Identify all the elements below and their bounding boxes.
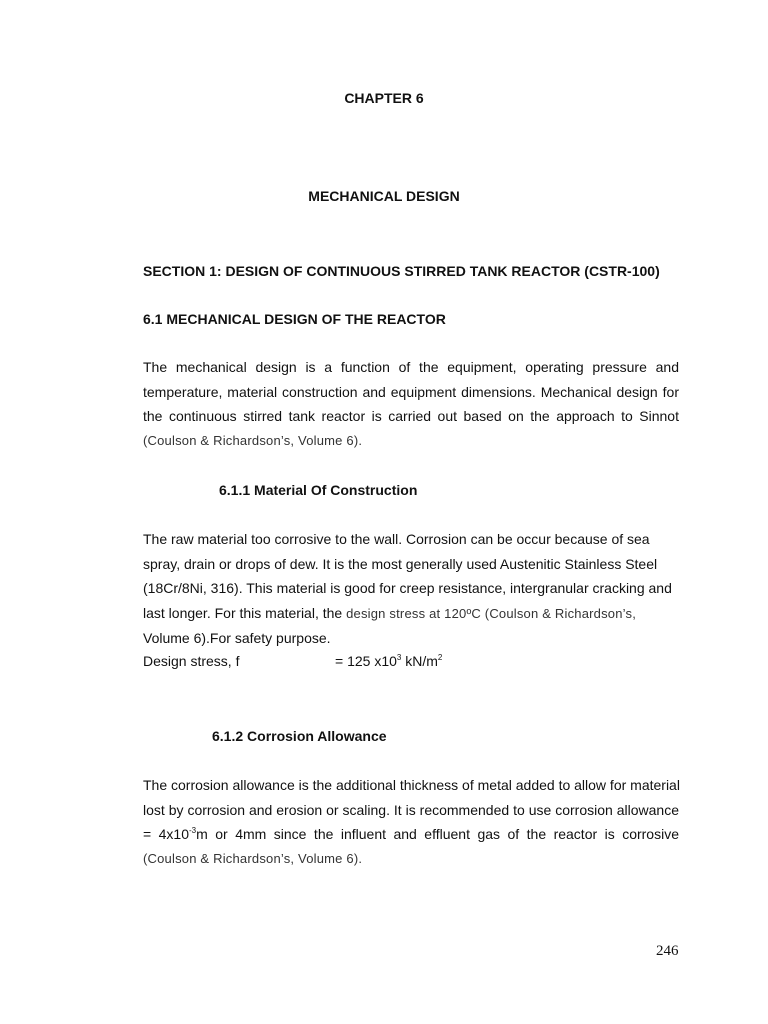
paragraph-line: The mechanical design is a function of the equipment, operating pressure and	[143, 359, 679, 375]
exponent: 3	[396, 653, 402, 662]
paragraph-line: the continuous stirred tank reactor is carried out based on the approach to Sinnot	[143, 408, 679, 424]
chapter-title: MECHANICAL DESIGN	[308, 188, 460, 204]
heading-6-1: 6.1 MECHANICAL DESIGN OF THE REACTOR	[143, 311, 446, 327]
paragraph-text: m or 4mm since the influent and effluent gas of the reactor is corrosive	[196, 826, 679, 842]
equation-unit: kN/m	[401, 653, 438, 669]
heading-6-1-1: 6.1.1 Material Of Construction	[219, 482, 418, 498]
paragraph-material-of-construction	[143, 527, 679, 651]
paragraph-text: = 4x10	[143, 826, 190, 842]
page-number: 246	[656, 943, 679, 959]
paragraph-mechanical-design	[143, 355, 679, 453]
paragraph-line: lost by corrosion and erosion or scaling. It is recommended to use corrosion allowance	[143, 801, 679, 818]
paragraph-text: last longer. For this material, the	[143, 604, 347, 621]
exponent: 2	[437, 653, 443, 662]
chapter-label: CHAPTER 6	[344, 90, 424, 106]
paragraph-line: temperature, material construction and equipment dimensions. Mechanical design for	[143, 383, 679, 400]
reference-citation: (Coulson & Richardson’s, Volume 6).	[143, 432, 363, 448]
design-stress-label: Design stress, f	[143, 653, 240, 669]
heading-6-1-2: 6.1.2 Corrosion Allowance	[212, 728, 387, 744]
section-heading: SECTION 1: DESIGN OF CONTINUOUS STIRRED TANK REACTOR (CSTR-100)	[143, 263, 660, 279]
exponent: -3	[189, 826, 197, 835]
paragraph-line: Volume 6).For safety purpose.	[143, 630, 331, 646]
paragraph-line: The corrosion allowance is the additional thickness of metal added to allow for material	[143, 777, 680, 793]
paragraph-corrosion-allowance	[143, 773, 679, 871]
reference-citation: design stress at 120ºC (Coulson & Richardson’s,	[346, 605, 637, 621]
design-stress-value	[335, 649, 442, 674]
equation-text: = 125 x10	[335, 653, 397, 669]
paragraph-line	[143, 822, 679, 847]
reference-citation: (Coulson & Richardson’s, Volume 6).	[143, 850, 363, 866]
paragraph-line: spray, drain or drops of dew. It is the most generally used Austenitic Stainless Steel	[143, 555, 658, 572]
paragraph-line: (18Cr/8Ni, 316). This material is good for creep resistance, intergranular cracking and	[143, 580, 672, 596]
paragraph-line	[143, 601, 679, 627]
paragraph-line: The raw material too corrosive to the wall. Corrosion can be occur because of sea	[143, 531, 650, 547]
